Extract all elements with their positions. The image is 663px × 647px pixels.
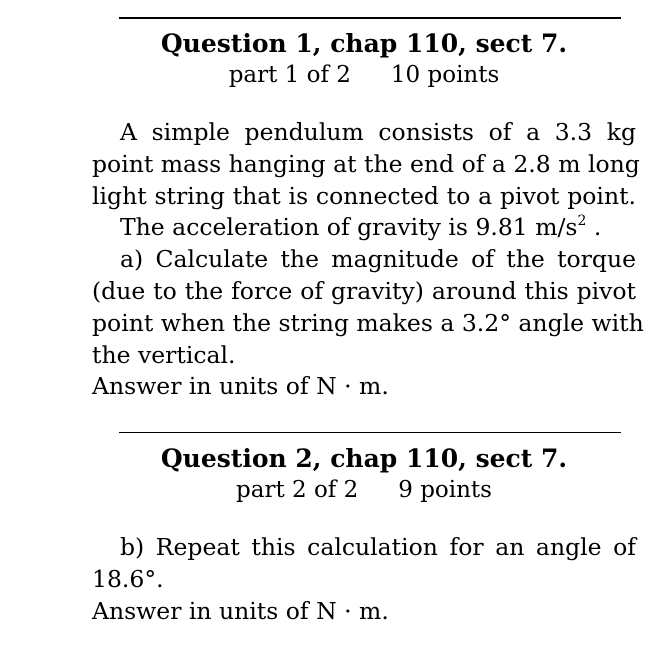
separator-rule [119,432,621,433]
question-2-text-line: 18.6°. [92,564,164,593]
gravity-suffix: . [586,213,602,242]
question-2-title: Question 2, chap 110, sect 7. [160,444,568,473]
gravity-exponent: 2 [577,213,587,230]
question-1-text-line: point mass hanging at the end of a 2.8 m long [92,149,640,178]
question-1-prompt-line: (due to the force of gravity) around this pivot [92,276,636,305]
question-1-header [92,28,636,90]
question-2-header [92,443,636,505]
question-1-text-line: light string that is connected to a pivot point. [92,181,636,210]
question-1-answer-units: Answer in units of N · m. [92,372,389,401]
question-1-prompt-line: the vertical. [92,340,236,369]
top-rule [119,17,621,19]
question-1-meta [92,60,636,90]
question-1-points: 10 points [390,62,500,88]
question-1-title: Question 1, chap 110, sect 7. [160,29,568,58]
question-1-gravity-line [92,212,636,244]
question-1-prompt-line: point when the string makes a 3.2° angle with [92,308,644,337]
question-1-text-line: A simple pendulum consists of a 3.3 kg [120,118,636,146]
question-1-part: part 1 of 2 [228,62,351,88]
question-2-text-line: b) Repeat this calculation for an angle of [120,533,636,561]
gravity-text: The acceleration of gravity is 9.81 m/s [120,213,578,242]
question-2-part: part 2 of 2 [236,477,359,503]
question-2-meta [92,475,636,505]
question-2-points: 9 points [398,477,492,503]
question-1-body [92,117,644,403]
question-2-body [92,532,636,627]
question-1-prompt-line: a) Calculate the magnitude of the torque [120,245,636,274]
question-2-answer-units: Answer in units of N · m. [92,596,389,625]
